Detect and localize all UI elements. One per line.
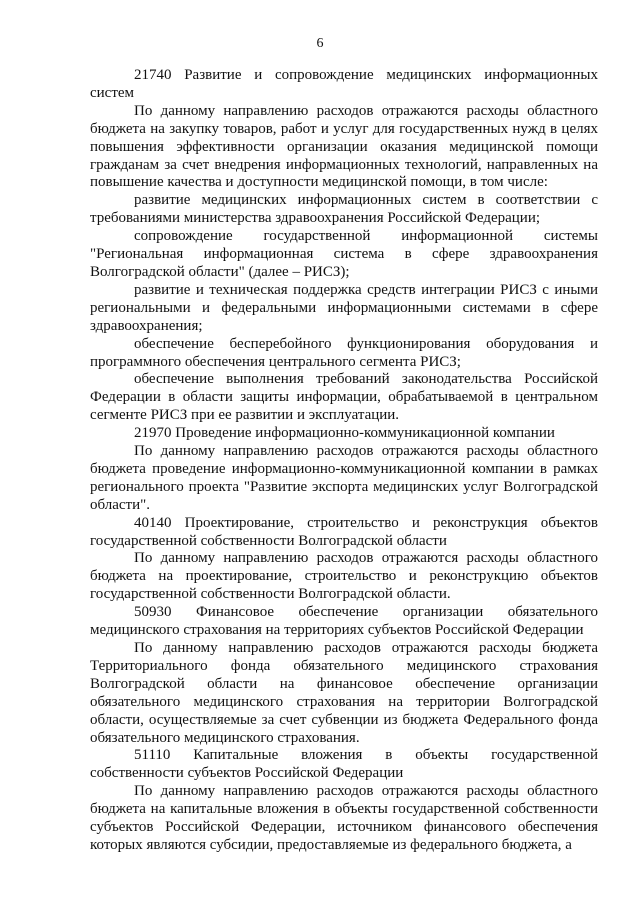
list-item: обеспечение бесперебойного функционирования оборудования и программного обеспечения центрального сегмента РИСЗ; — [90, 335, 598, 370]
list-item: развитие медицинских информационных систем в соответствии с требованиями министерства здравоохранения Российской Федерации; — [90, 192, 598, 227]
page-number: 6 — [316, 36, 324, 51]
section-heading-21970: 21970 Проведение информационно-коммуникационной компании — [134, 425, 555, 442]
list-item: сопровождение государственной информационной системы "Региональная информационная система в сфере здравоохранения Волгоградской области" (далее – РИСЗ); — [90, 228, 598, 280]
paragraph: По данному направлению расходов отражаются расходы областного бюджета проведение информационно-коммуникационной компании в рамках регионального проекта "Развитие экспорта медицинских услуг Волгоградской области". — [90, 443, 598, 513]
section-heading-21740: 21740 Развитие и сопровождение медицинских информационных систем — [90, 67, 598, 101]
section-heading-50930: 50930 Финансовое обеспечение организации обязательного медицинского страхования на территориях субъектов Российской Федерации — [90, 604, 598, 639]
document-body — [90, 67, 598, 855]
list-item: обеспечение выполнения требований законодательства Российской Федерации в области защиты информации, обрабатываемой в центральном сегменте РИСЗ при ее развитии и эксплуатации. — [90, 371, 598, 424]
paragraph: По данному направлению расходов отражаются расходы областного бюджета на проектирование, строительство и реконструкцию объектов государственной собственности Волгоградской области. — [90, 550, 598, 603]
paragraph: По данному направлению расходов отражаются расходы областного бюджета на капитальные вложения в объекты государственной собственности субъектов Российской Федерации, источником финансового обеспечения которых являются субсидии, предоставляемые из федерального бюджета, а — [90, 783, 598, 853]
paragraph: По данному направлению расходов отражаются расходы бюджета Территориального фонда обязательного медицинского страхования Волгоградской области на финансовое обеспечение организации обязательного медицинского страхования на территории Волгоградской области, осуществляемые за счет субвенции из бюджета Федерального фонда обязательного медицинского страхования. — [90, 640, 598, 746]
list-item: развитие и техническая поддержка средств интеграции РИСЗ с иными региональными и федеральными информационными системами в сфере здравоохранения; — [90, 281, 598, 334]
section-heading-51110: 51110 Капитальные вложения в объекты государственной собственности субъектов Российской Федерации — [90, 747, 598, 782]
paragraph: По данному направлению расходов отражаются расходы областного бюджета на закупку товаров, работ и услуг для государственных нужд в целях повышения эффективности организации оказания медицинской помощи гражданам за счет внедрения информационных технологий, направленных на повышение качества и доступности медицинской помощи, в том числе: — [90, 102, 598, 191]
section-heading-40140: 40140 Проектирование, строительство и реконструкция объектов государственной собственности Волгоградской области — [90, 514, 598, 549]
